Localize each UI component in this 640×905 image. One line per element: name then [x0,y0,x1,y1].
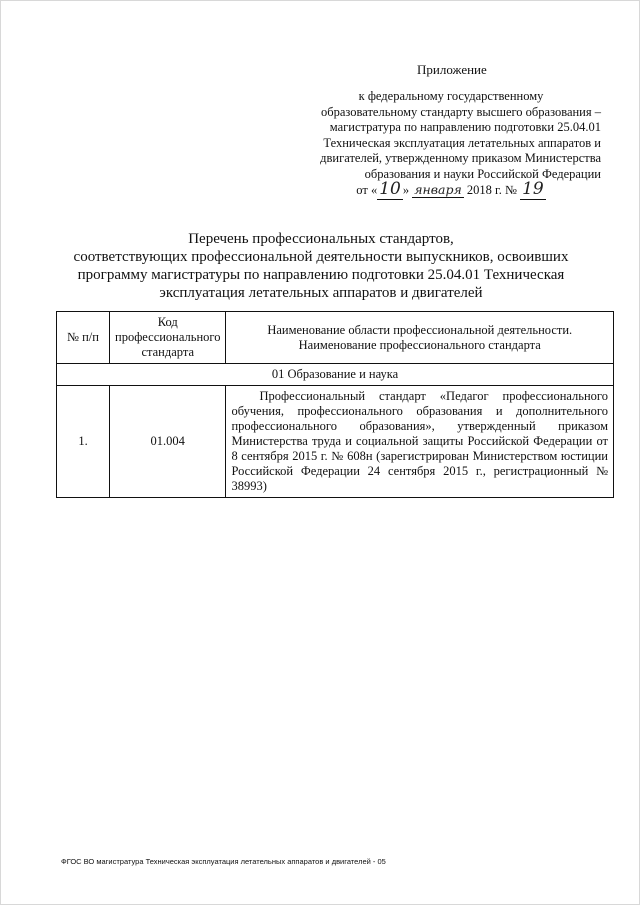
table-row [57,386,614,498]
title-line: эксплуатация летательных аппаратов и двигателей [159,285,483,301]
area-row [57,364,614,386]
title-line: программу магистратуры по направлению подготовки 25.04.01 Техническая [77,267,565,283]
header-code: Код профессионального стандарта [110,312,226,364]
date-prefix: от « [356,183,378,197]
handwritten-month: января [414,182,462,197]
row-standard [226,386,614,498]
area-cell: 01 Образование и наука [57,364,614,386]
handwritten-order-number: 19 [522,179,544,199]
header-name-line: Наименование области профессиональной деятельности. [267,322,573,337]
appendix-line: Техническая эксплуатация летательных аппаратов и [323,135,601,150]
appendix-block [301,89,601,199]
header-num: № п/п [57,312,110,364]
handwritten-day: 10 [379,179,401,199]
appendix-line: образования и науки Российской Федерации [364,166,601,181]
page-footer: ФГОС ВО магистратура Техническая эксплуатация летательных аппаратов и двигателей - 05 [61,857,386,866]
standards-table [56,311,614,498]
appendix-line: двигателей, утвержденному приказом Министерства [320,151,601,165]
header-name-line: Наименование профессионального стандарта [298,337,541,352]
row-standard-text: Профессиональный стандарт «Педагог профессионального обучения, профессионального образования и дополнительного профессионального образования», утвержденный приказом Министерства труда и социальной защиты Российской Федерации от 8 сентября 2015 г. № 608н (зарегистрирован Министерством юстиции Российской Федерации 24 сентября 2015 г., регистрационный № 38993) [231,389,608,493]
row-num: 1. [57,386,110,498]
appendix-line: к федеральному государственному [358,89,544,103]
appendix-line: магистратура по направлению подготовки 25.04.01 [329,120,601,134]
table-header-row [57,312,614,364]
appendix-line: образовательному стандарту высшего образования – [320,104,601,119]
appendix-title: Приложение [417,62,487,77]
date-mid: » [402,183,410,197]
row-code: 01.004 [110,386,226,498]
document-title [51,230,591,302]
header-name [226,312,614,364]
appendix-date-line [301,179,601,199]
title-line: соответствующих профессиональной деятельности выпускников, освоивших [73,249,569,265]
title-line: Перечень профессиональных стандартов, [188,231,454,247]
date-year: 2018 г. № [466,183,517,197]
